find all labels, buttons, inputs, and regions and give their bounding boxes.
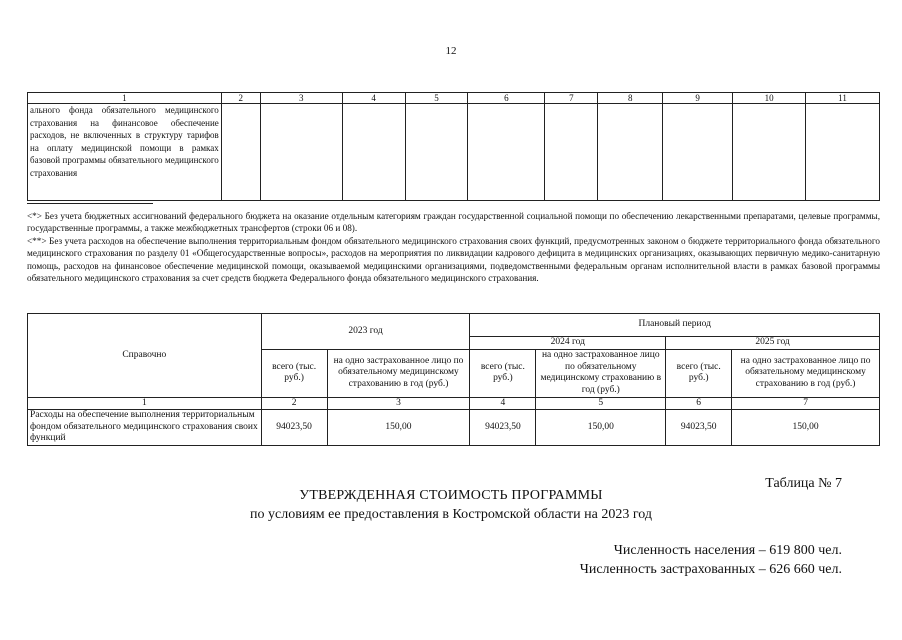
insured-count: Численность застрахованных – 626 660 чел. <box>579 562 842 577</box>
table-cell <box>342 104 405 201</box>
table-cell <box>260 104 342 201</box>
total-2024-header: всего (тыс. руб.) <box>470 349 536 397</box>
row-label: Расходы на обеспечение выполнения территориальным фондом обязательного медицинского страхования своих функций <box>28 410 262 446</box>
footnote-divider <box>27 203 153 204</box>
column-number: 6 <box>468 93 545 104</box>
column-number: 7 <box>545 93 598 104</box>
column-number: 5 <box>405 93 468 104</box>
column-number: 1 <box>28 397 262 410</box>
table-cell <box>733 104 806 201</box>
column-number: 3 <box>260 93 342 104</box>
column-number: 11 <box>806 93 880 104</box>
table-cell <box>468 104 545 201</box>
table-label: Таблица № 7 <box>765 476 842 491</box>
column-number: 1 <box>28 93 222 104</box>
column-number: 3 <box>327 397 470 410</box>
column-number: 2 <box>261 397 327 410</box>
row-description-text: ального фонда обязательного медицинского страхования на финансовое обеспечение расходов, не включенных в структуру тарифов на оплату медицинской помощи в рамках базовой программы обязательного медицинского страхования <box>30 105 219 178</box>
per-insured-2024-header: на одно застрахованное лицо по обязательному медицинскому страхованию в год (руб.) <box>536 349 666 397</box>
footnote-1: <*> Без учета бюджетных ассигнований федерального бюджета на оказание отдельным категориям граждан государственной социальной помощи по обеспечению лекарственными препаратами, целевые программы, государственные программы, а также межбюджетных трансфертов (строки 06 и 08). <box>27 211 880 234</box>
column-number-row <box>28 93 880 104</box>
table-cell: 150,00 <box>536 410 666 446</box>
table-cell: 94023,50 <box>666 410 732 446</box>
year-2023-header: 2023 год <box>261 314 470 350</box>
column-number: 5 <box>536 397 666 410</box>
column-number: 8 <box>598 93 663 104</box>
total-2025-header: всего (тыс. руб.) <box>666 349 732 397</box>
column-number: 6 <box>666 397 732 410</box>
table-row <box>28 104 880 201</box>
column-number: 7 <box>732 397 880 410</box>
table-cell <box>598 104 663 201</box>
table-cell <box>663 104 733 201</box>
continuation-table <box>27 92 880 201</box>
table-cell: 94023,50 <box>261 410 327 446</box>
reference-label: Справочно <box>28 314 262 398</box>
page-number: 12 <box>445 45 457 57</box>
table-cell: 150,00 <box>327 410 470 446</box>
column-number: 2 <box>221 93 260 104</box>
table-cell <box>545 104 598 201</box>
document-title: УТВЕРЖДЕННАЯ СТОИМОСТЬ ПРОГРАММЫ <box>299 488 603 503</box>
table-cell: 150,00 <box>732 410 880 446</box>
table-row <box>28 410 880 446</box>
table-cell <box>405 104 468 201</box>
column-number: 9 <box>663 93 733 104</box>
planning-period-header: Плановый период <box>470 314 880 337</box>
column-number-row <box>28 397 880 410</box>
table-cell: 94023,50 <box>470 410 536 446</box>
per-insured-2025-header: на одно застрахованное лицо по обязательному медицинскому страхованию в год (руб.) <box>732 349 880 397</box>
footnote-2: <**> Без учета расходов на обеспечение выполнения территориальным фондом обязательного медицинского страхования своих функций, предусмотренных законом о бюджете территориального фонда обязательного медицинского страхования по разделу 01 «Общегосударственные вопросы», расходов на мероприятия по ликвидации кадрового дефицита в медицинских организациях, оказывающих первичную медико-санитарную помощь, расходов на финансовое обеспечение медицинской помощи, оказываемой медицинскими организациями, подведомственными федеральным органам исполнительной власти в рамках базовой программы обязательного медицинского страхования за счет средств бюджета Федерального фонда обязательного медицинского страхования. <box>27 235 880 284</box>
year-2024-header: 2024 год <box>470 337 666 350</box>
footnotes <box>27 210 880 284</box>
reference-table <box>27 313 880 446</box>
table-cell <box>221 104 260 201</box>
table-cell <box>806 104 880 201</box>
column-number: 10 <box>733 93 806 104</box>
column-number: 4 <box>342 93 405 104</box>
column-number: 4 <box>470 397 536 410</box>
population-count: Численность населения – 619 800 чел. <box>613 543 842 558</box>
per-insured-2023-header: на одно застрахованное лицо по обязательному медицинскому страхованию в год (руб.) <box>327 349 470 397</box>
year-2025-header: 2025 год <box>666 337 880 350</box>
document-subtitle: по условиям ее предоставления в Костромской области на 2023 год <box>250 507 652 522</box>
row-description <box>28 104 222 201</box>
total-2023-header: всего (тыс. руб.) <box>261 349 327 397</box>
